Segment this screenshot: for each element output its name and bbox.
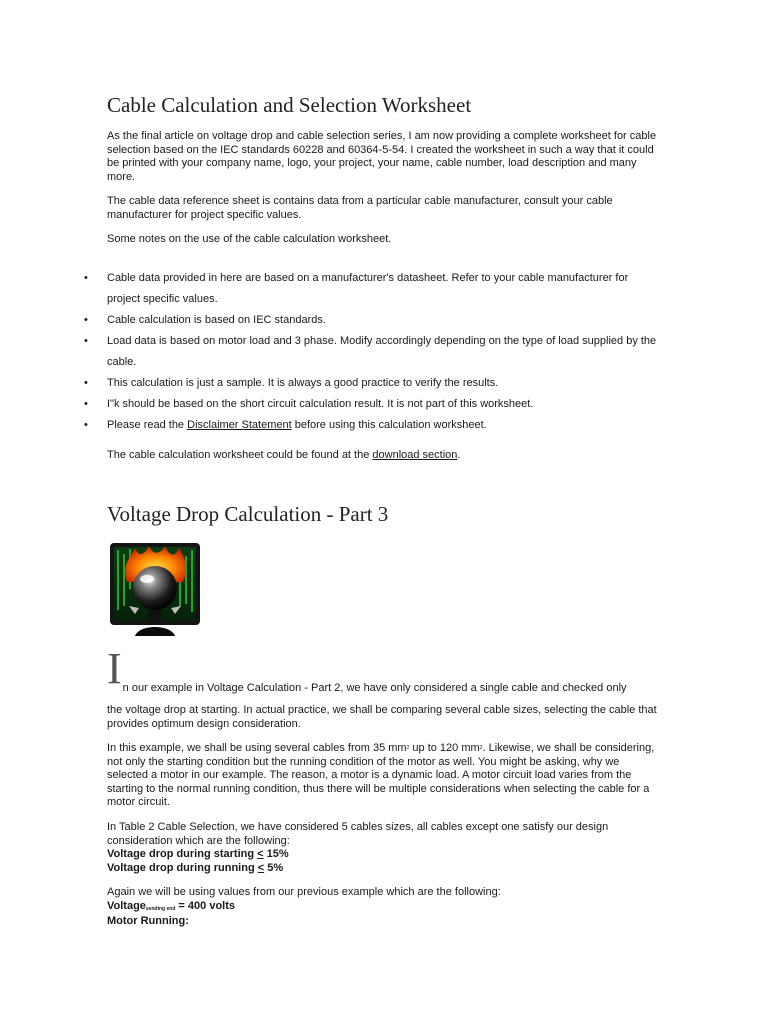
paragraph-values: Again we will be using values from our previous example which are the following:: [107, 886, 501, 898]
list-item: • Please read the Disclaimer Statement before using this calculation worksheet.: [0, 415, 657, 436]
page-title: Cable Calculation and Selection Worksheet: [107, 93, 472, 117]
values-paragraph: [107, 886, 663, 929]
intro-paragraph: [107, 130, 663, 184]
paragraph-criteria: In Table 2 Cable Selection, we have considered 5 cables sizes, all cables except one satisfy our design consideration which are the following:: [107, 821, 609, 847]
dropcap-letter: I: [107, 644, 122, 693]
bullet-icon: •: [84, 314, 88, 326]
dropcap-paragraph: [107, 644, 663, 695]
list-item: • Cable calculation is based on IEC standards.: [0, 310, 657, 331]
motor-running-label: Motor Running:: [107, 915, 189, 928]
monitor-bomb-icon: [109, 542, 201, 638]
disclaimer-link[interactable]: Disclaimer Statement: [187, 419, 292, 431]
list-item: • Cable data provided in here are based on a manufacturer's datasheet. Refer to your cable manufacturer for project specific values.: [0, 268, 657, 310]
voltage-value: Voltage$_{sending end}$ = 400 volts: [107, 899, 235, 912]
article-title-cable-worksheet: [107, 92, 663, 118]
paragraph-notes: Some notes on the use of the cable calculation worksheet.: [107, 233, 392, 245]
bullet-icon: •: [84, 398, 88, 410]
paragraph-comparison: the voltage drop at starting. In actual practice, we shall be comparing several cable sizes, selecting the cable that provides optimum design consideration.: [107, 704, 657, 730]
notes-intro: [107, 233, 663, 247]
criteria-paragraph: [107, 821, 663, 875]
cable-sizes-paragraph: In this example, we shall be using several cables from 35 $mm^2$ up to 120 $mm^2$. Likewise, we shall be considering, not only the starting condition but the running condition of the motor as well. You might be asking, why we selected a motor in our example. The reason, a motor is a dynamic load. A motor circuit load varies from the starting to the normal running condition, thus there will be multiple considerations when selecting the cable for a motor circuit.: [107, 742, 655, 809]
article-title-voltage-drop: [107, 501, 663, 527]
paragraph-intro: As the final article on voltage drop and cable selection series, I am now providing a complete worksheet for cable selection based on the IEC standards 60228 and 60364-5-54. I created the worksheet in such a way that it could be printed with your company name, logo, your project, your name, cable number, load description and many more.: [107, 130, 657, 183]
bullet-icon: •: [84, 419, 88, 431]
reference-paragraph: [107, 195, 663, 222]
list-item: • I"k should be based on the short circuit calculation result. It is not part of this worksheet.: [0, 394, 657, 415]
download-paragraph: The cable calculation worksheet could be found at the download section.: [107, 449, 461, 461]
cable-comparison-paragraph: [107, 704, 663, 731]
notes-list: [0, 268, 768, 436]
bullet-icon: •: [84, 272, 88, 284]
section-title: Voltage Drop Calculation - Part 3: [107, 502, 389, 526]
paragraph-reference: The cable data reference sheet is contains data from a particular cable manufacturer, consult your cable manufacturer for project specific values.: [107, 195, 613, 221]
criterion-starting: Voltage drop during starting < 15%: [107, 848, 289, 861]
bullet-icon: •: [84, 377, 88, 389]
list-item: • Load data is based on motor load and 3 phase. Modify accordingly depending on the type of load supplied by the cable.: [0, 331, 657, 373]
download-section-link[interactable]: download section: [372, 449, 458, 461]
paragraph-first-line: n our example in Voltage Calculation - Part 2, we have only considered a single cable and checked only: [122, 682, 627, 694]
criterion-running: Voltage drop during running < 5%: [107, 861, 284, 874]
list-item: • This calculation is just a sample. It is always a good practice to verify the results.: [0, 373, 657, 394]
bullet-icon: •: [84, 335, 88, 347]
